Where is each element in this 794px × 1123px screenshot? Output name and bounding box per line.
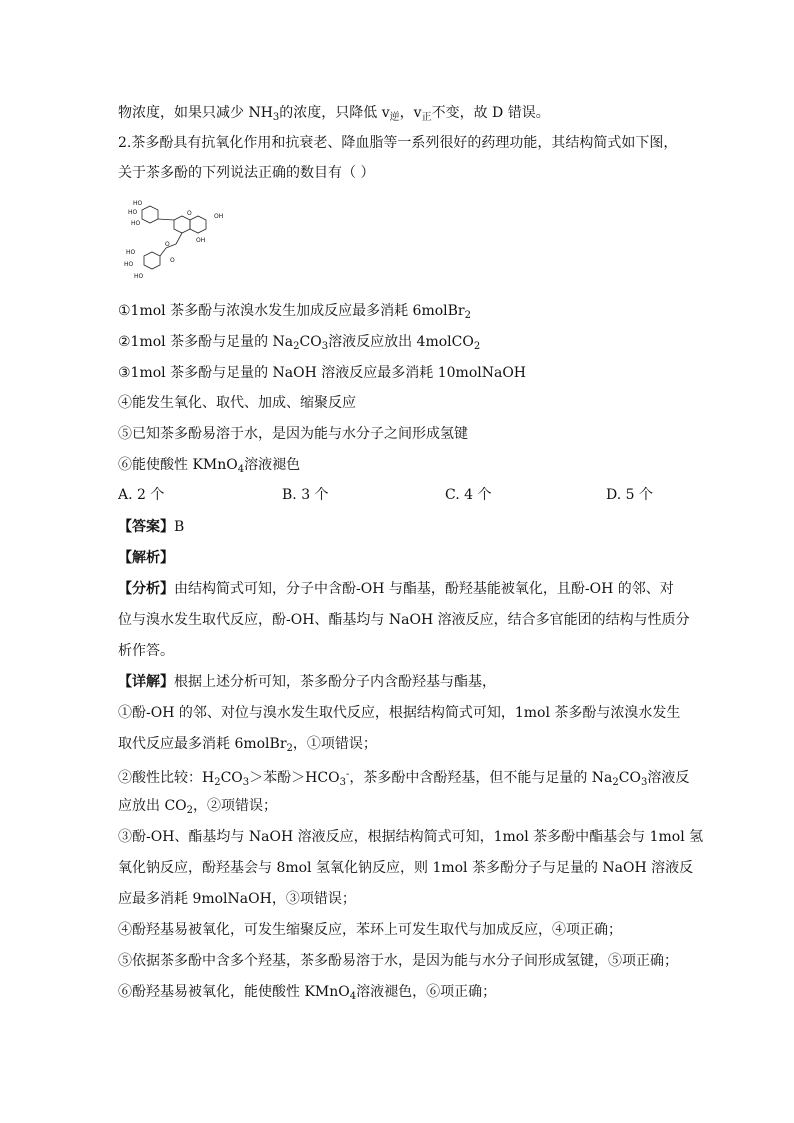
- xiangjie-p5: ⑤依据茶多酚中含多个羟基，茶多酚易溶于水，是因为能与水分子间形成氢键，⑤项正确；: [118, 953, 678, 969]
- answer-line: [118, 518, 184, 536]
- xiangjie-p3-line-1: ③酚-OH、酯基均与 NaOH 溶液反应，根据结构简式可知，1mol 茶多酚中酯基会与 1mol 氢: [118, 829, 704, 845]
- xiangjie-line-0: 【详解】根据上述分析可知，茶多酚分子内含酚羟基与酯基，: [118, 674, 496, 690]
- xiangjie-p1-line-2: 取代反应最多消耗 6molBr$_2$，①项错误；: [118, 736, 377, 754]
- xiangjie-p2-line-2: 应放出 $CO_2$，②项错误；: [118, 798, 278, 816]
- fenxi-line-1: 【分析】由结构简式可知，分子中含酚-OH 与酯基，酚羟基能被氧化，且酚-OH 的邻、对: [118, 581, 674, 597]
- structure-oh-2: HO: [128, 209, 138, 216]
- xiangjie-p4: ④酚羟基易被氧化，可发生缩聚反应，苯环上可发生取代与加成反应，④项正确；: [118, 922, 622, 938]
- question-line-1: 2.茶多酚具有抗氧化作用和抗衰老、降血脂等一系列很好的药理功能，其结构简式如下图，: [118, 135, 678, 151]
- xiangjie-p6: ⑥酚羟基易被氧化，能使酸性 KMnO$_4$溶液褪色，⑥项正确；: [118, 984, 497, 1002]
- statement-3: ③1mol 茶多酚与足量的 NaOH 溶液反应最多消耗 10molNaOH: [118, 365, 527, 381]
- statement-6: ⑥能使酸性 KMnO$_4$溶液褪色: [118, 457, 301, 475]
- structure-oh-7: HO: [124, 261, 134, 268]
- structure-o-1: O: [187, 210, 192, 217]
- answer-label: 【答案】: [118, 519, 174, 535]
- fenxi-line-3: 析作答。: [118, 643, 174, 659]
- structure-oh-4: OH: [214, 213, 224, 220]
- question-line-2: 关于茶多酚的下列说法正确的数目有（ ）: [118, 165, 375, 181]
- statement-5: ⑤已知茶多酚易溶于水，是因为能与水分子之间形成氢键: [118, 426, 468, 442]
- option-c: C. 4 个: [445, 487, 492, 503]
- statement-1: ①1mol 茶多酚与浓溴水发生加成反应最多消耗 6molBr$_2$: [118, 303, 471, 321]
- statement-2: ②1mol 茶多酚与足量的 $Na_2CO_3$溶液反应放出 4molCO$_2$: [118, 334, 481, 352]
- xiangjie-p2-line-1: ②酸性比较：$H_2CO_3>$苯酚$>HCO_3^-$，茶多酚中含酚羟基，但不能与足量的 $Na_2CO_3$溶液反: [118, 769, 690, 788]
- xiangjie-p1-line-1: ①酚-OH 的邻、对位与溴水发生取代反应，根据结构简式可知，1mol 茶多酚与浓溴水发生: [118, 705, 681, 721]
- xiangjie-p3-line-2: 氧化钠反应，酚羟基会与 8mol 氢氧化钠反应，则 1mol 茶多酚分子与足量的 NaOH 溶液反: [118, 860, 694, 876]
- structure-oh-6: HO: [126, 249, 136, 256]
- fenxi-line-2: 位与溴水发生取代反应，酚-OH、酯基均与 NaOH 溶液反应，结合多官能团的结构与性质分: [118, 612, 690, 628]
- option-b: B. 3 个: [282, 487, 329, 503]
- xiangjie-p3-line-3: 应最多消耗 9molNaOH，③项错误；: [118, 891, 356, 907]
- answer-value: B: [174, 519, 185, 535]
- structure-o-2: O: [165, 241, 170, 248]
- structure-oh-5: OH: [196, 237, 206, 244]
- structure-oh-1: HO: [133, 200, 143, 207]
- structure-o-3: O: [170, 257, 175, 264]
- structure-oh-3: HO: [131, 220, 141, 227]
- analysis-heading: 【解析】: [118, 550, 174, 566]
- option-a: A. 2 个: [118, 487, 165, 503]
- option-d: D. 5 个: [606, 487, 653, 503]
- structure-diagram: [118, 196, 236, 288]
- structure-oh-8: HO: [134, 273, 144, 280]
- statement-4: ④能发生氧化、取代、加成、缩聚反应: [118, 395, 356, 411]
- previous-answer-line: 物浓度，如果只减少 $NH_3$的浓度，只降低 $v_逆$，$v_正$不变，故 D 错误。: [118, 105, 550, 123]
